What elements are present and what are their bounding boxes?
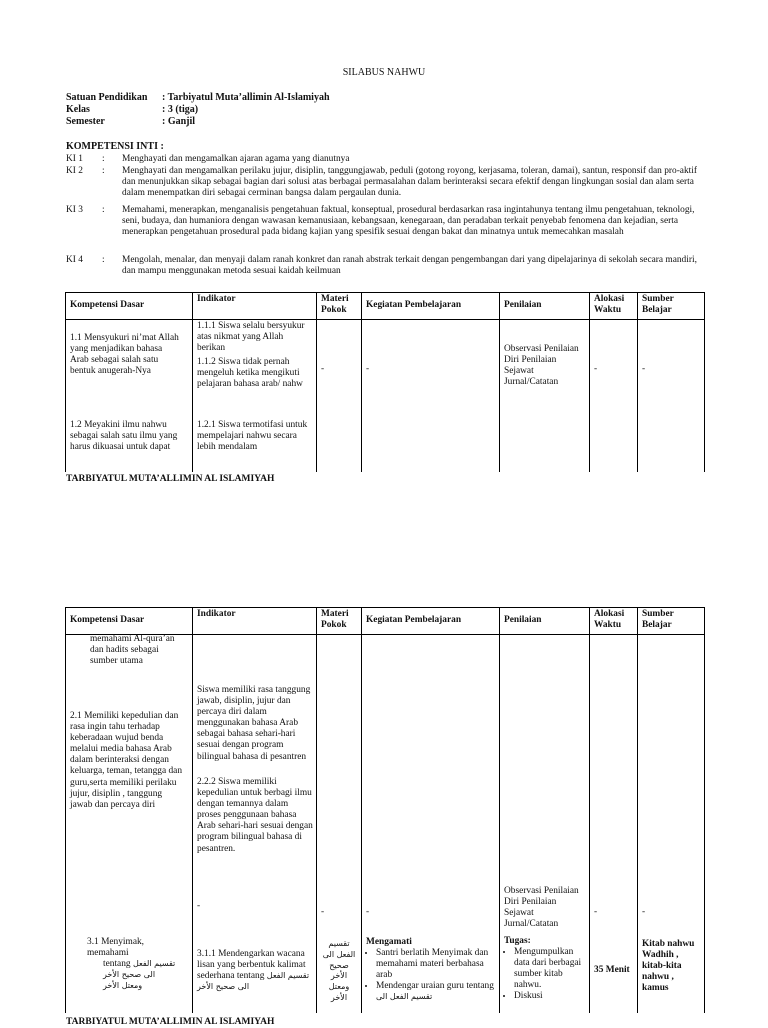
kegiatan-cell — [362, 320, 500, 472]
ki-colon: : — [102, 166, 105, 176]
col-header: Kompetensi Dasar — [66, 293, 193, 320]
ind-1-2-1: 1.2.1 Siswa termotifasi untuk mempelajari nahwu secara lebih mendalam — [197, 420, 308, 453]
list-item: • Diskusi — [514, 991, 588, 1002]
col-header: Sumber Belajar — [638, 608, 705, 635]
page-title: SILABUS NAHWU — [342, 67, 426, 78]
penilaian-cell — [500, 320, 590, 472]
materi-dash: - — [321, 907, 325, 917]
ki-text: Memahami, menerapkan, menganalisis pengetahuan faktual, konseptual, prosedural berdasarkan rasa ingintahunya tentang ilmu pengetahuan, teknologi, seni, budaya, dan humaniora dengan wawasan kemanusiaan, kebangsaan, kenegaraan, dan peradaban terkait penyebab fenomena dan kejadian, serta menerapkan pengetahuan prosedural pada bidang kajian yang spesifik sesuai dengan bakat dan minatnya untuk memecahkan masalah — [122, 205, 695, 238]
tugas-list — [504, 947, 588, 1002]
info-label: Semester — [66, 116, 105, 127]
col-header: Sumber Belajar — [638, 293, 705, 320]
alokasi-value: 35 Menit — [594, 965, 630, 975]
sumber-cell — [638, 635, 705, 1013]
ki-colon: : — [102, 255, 105, 265]
alokasi-value: - — [594, 364, 598, 374]
col-header: Kegiatan Pembelajaran — [362, 293, 500, 320]
kegiatan-value: - — [366, 364, 370, 374]
kegiatan-block — [366, 937, 496, 1004]
col-header: Materi Pokok — [317, 293, 362, 320]
col-header: Materi Pokok — [317, 608, 362, 635]
table-header-row — [66, 293, 705, 320]
info-row-satuan — [66, 92, 330, 104]
col-header: Indikator — [193, 293, 317, 320]
alokasi-dash: - — [594, 907, 598, 917]
sumber-value: - — [642, 364, 646, 374]
page-footer-2: TARBIYATUL MUTA’ALLIMIN AL ISLAMIYAH — [66, 1017, 275, 1027]
materi-cell — [317, 635, 362, 1013]
penilaian-value: Observasi Penilaian Diri Penilaian Sejawat Jurnal/Catatan — [504, 344, 579, 388]
table-row — [66, 635, 705, 1013]
info-value: : 3 (tiga) — [162, 104, 199, 115]
syllabus-table-1 — [65, 292, 705, 472]
page-footer: TARBIYATUL MUTA’ALLIMIN AL ISLAMIYAH — [66, 474, 275, 484]
col-header: Penilaian — [500, 608, 590, 635]
col-header: Kegiatan Pembelajaran — [362, 608, 500, 635]
penilaian-value: Observasi Penilaian Diri Penilaian Sejawat Jurnal/Catatan — [504, 886, 579, 930]
ki-code: KI 3 — [66, 205, 83, 215]
info-row-semester — [66, 116, 330, 128]
kd-3-1-tentang: tentang — [103, 959, 131, 970]
ki-code: KI 1 — [66, 154, 83, 164]
penilaian-cell — [500, 635, 590, 1013]
indikator-cell — [193, 635, 317, 1013]
ind-dash: - — [197, 901, 201, 911]
ind-3-1-1-arabic: تقسيم الفعل الى صحيح الأخر — [197, 971, 310, 992]
ki-colon: : — [102, 205, 105, 215]
ind-3-1-1 — [197, 949, 313, 993]
col-header: Alokasi Waktu — [590, 608, 638, 635]
ind-1-1-2: 1.1.2 Siswa tidak pernah mengeluh ketika mengikuti pelajaran bahasa arab/ nahw — [197, 357, 303, 390]
info-row-kelas — [66, 104, 330, 116]
kegiatan-heading: Mengamati — [366, 937, 412, 947]
tugas-heading: Tugas: — [504, 936, 531, 946]
info-label: Kelas — [66, 104, 90, 115]
sumber-dash: - — [642, 907, 646, 917]
ki-text: Menghayati dan mengamalkan ajaran agama yang dianutnya — [122, 154, 350, 164]
list-item-text: Mendengar uraian guru tentang — [376, 981, 494, 992]
table-row — [66, 320, 705, 472]
col-header: Indikator — [193, 608, 317, 635]
sumber-value: Kitab nahwu Wadhih , kitab-kita nahwu , kamus — [642, 939, 695, 994]
kd-cont: memahami Al-qura’an dan hadits sebagai sumber utama — [90, 634, 175, 667]
ki-code: KI 2 — [66, 166, 83, 176]
ki-1 — [66, 154, 706, 166]
kd-3-1-line — [87, 959, 187, 981]
materi-cell — [317, 320, 362, 472]
ki-4 — [66, 255, 706, 281]
kegiatan-arabic: تقسيم الفعل الى — [376, 992, 433, 1002]
kd-2-1: 2.1 Memiliki kepedulian dan rasa ingin tahu terhadap keberadaan wujud benda melalui media bahasa Arab dalam berinteraksi dengan keluarga, teman, tetangga dan guru,serta memiliki perilaku jujur, disiplin , tanggung jawab dan percaya diri — [70, 711, 183, 810]
ki-2 — [66, 166, 706, 206]
kd-cell — [66, 635, 193, 1013]
ki-heading: KOMPETENSI INTI : — [66, 141, 164, 152]
info-label: Satuan Pendidikan — [66, 92, 148, 103]
ind-3-1-1-text: 3.1.1 Mendengarkan wacana lisan yang berbentuk kalimat sederhana tentang — [197, 949, 306, 982]
alokasi-cell — [590, 635, 638, 1013]
ki-code: KI 4 — [66, 255, 83, 265]
info-value: : Ganjil — [162, 116, 196, 127]
kd-1-1: 1.1 Mensyukuri ni’mat Allah yang menjadikan bahasa Arab sebagai salah satu bentuk anugerah-Nya — [70, 333, 179, 377]
materi-value: - — [321, 364, 325, 374]
kd-cell — [66, 320, 193, 472]
identity-block — [66, 92, 330, 128]
ki-text: Menghayati dan mengamalkan perilaku jujur, disiplin, tanggungjawab, peduli (gotong royong, kerjasama, toleran, damai), santun, responsif dan pro-aktif dan menunjukkan sikap sebagai bagian dari solusi atas berbagai permasalahan dalam berinteraksi secara efektif dengan lingkungan sosial dan alam serta dalam menempatkan diri sebagai cerminan bangsa dalam pergaulan dunia. — [122, 166, 697, 199]
info-value: : Tarbiyatul Muta’allimin Al-Islamiyah — [162, 92, 330, 103]
kd-1-2: 1.2 Meyakini ilmu nahwu sebagai salah satu ilmu yang harus dikuasai untuk dapat — [70, 420, 178, 453]
col-header: Alokasi Waktu — [590, 293, 638, 320]
ind-1-1-1: 1.1.1 Siswa selalu bersyukur atas nikmat yang Allah berikan — [197, 321, 305, 354]
indikator-cell — [193, 320, 317, 472]
alokasi-cell — [590, 320, 638, 472]
ind-2-2-2: 2.2.2 Siswa memiliki kepedulian untuk berbagi ilmu dengan temannya dalam proses penggunaan bahasa Arab sehari-hari sesuai dengan program bilingual bahasa di pesantren. — [197, 777, 313, 854]
kegiatan-list — [366, 948, 496, 1003]
kegiatan-cell — [362, 635, 500, 1013]
sumber-cell — [638, 320, 705, 472]
kd-3-1-arabic: تقسيم الفعل الى صحيح الأخر — [103, 959, 176, 980]
kd-3-1-arabic-2: ومعتل الأخر — [103, 981, 143, 991]
list-item — [376, 981, 496, 1003]
list-item: • Santri berlatih Menyimak dan memahami materi berbahasa arab — [376, 948, 496, 981]
col-header: Penilaian — [500, 293, 590, 320]
penilaian-tugas — [504, 936, 588, 1003]
syllabus-table-2 — [65, 607, 705, 1013]
ki-3 — [66, 205, 706, 255]
kd-3-1-title: 3.1 Menyimak, memahami — [87, 937, 145, 959]
materi-arabic: تقسيم الفعل الى صحيح الأخر ومعتل الأخر — [322, 939, 356, 1002]
kegiatan-dash: - — [366, 907, 370, 917]
table-header-row — [66, 608, 705, 635]
col-header: Kompetensi Dasar — [66, 608, 193, 635]
ki-text: Mengolah, menalar, dan menyaji dalam ranah konkret dan ranah abstrak terkait dengan pengembangan dari yang dipelajarinya di sekolah secara mandiri, dan mampu menggunakan metoda sesuai kaidah keilmuan — [122, 255, 697, 277]
ind-2-1: Siswa memiliki rasa tanggung jawab, disiplin, jujur dan percaya diri dalam menggunakan bahasa Arab sebagai bahasa sehari-hari sesuai dengan program bilingual bahasa di pesantren — [197, 685, 311, 762]
kd-3-1 — [87, 937, 187, 991]
list-item: • Mengumpulkan data dari berbagai sumber kitab nahwu. — [514, 947, 588, 991]
ki-colon: : — [102, 154, 105, 164]
